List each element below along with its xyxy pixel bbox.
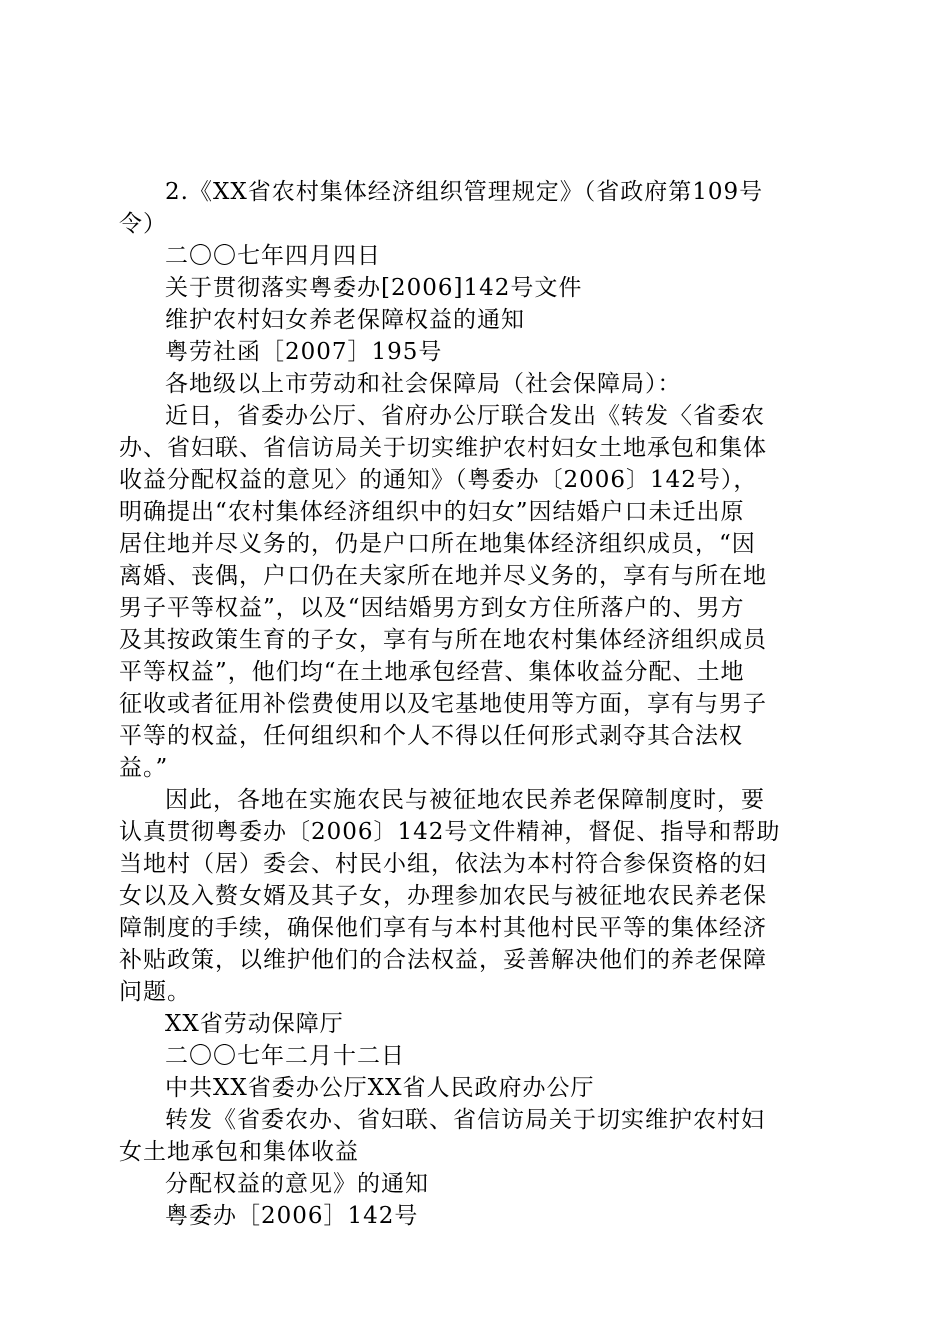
text-line: 认真贯彻粤委办〔2006〕142号文件精神，督促、指导和帮助	[119, 819, 781, 845]
text-line: 及其按政策生育的子女，享有与所在地农村集体经济组织成员	[119, 627, 767, 653]
text-line: 补贴政策，以维护他们的合法权益，妥善解决他们的养老保障	[119, 947, 767, 973]
text-line: 转发《省委农办、省妇联、省信访局关于切实维护农村妇	[165, 1107, 765, 1133]
body-paragraph-1	[119, 400, 835, 784]
forwarding-title	[119, 1104, 835, 1168]
text-line: 女土地承包和集体收益	[119, 1139, 359, 1165]
text-line: 平等权益”，他们均“在土地承包经营、集体收益分配、土地	[119, 659, 745, 685]
notice-title-line-1: 关于贯彻落实粤委办[2006]142号文件	[165, 275, 583, 301]
text-line: 居住地并尽义务的，仍是户口所在地集体经济组织成员，“因	[119, 531, 756, 557]
text-line: 离婚、丧偶，户口仍在夫家所在地并尽义务的，享有与所在地	[119, 563, 767, 589]
notice-title-line-2: 维护农村妇女养老保障权益的通知	[165, 307, 525, 333]
date-line: 二〇〇七年四月四日	[165, 243, 381, 269]
text-line: 近日，省委办公厅、省府办公厅联合发出《转发〈省委农	[165, 403, 765, 429]
text-line: 因此，各地在实施农民与被征地农民养老保障制度时，要	[165, 787, 765, 813]
text-line: 办、省妇联、省信访局关于切实维护农村妇女土地承包和集体	[119, 435, 767, 461]
document-body	[119, 176, 835, 1232]
text-line: 2.《XX省农村集体经济组织管理规定》（省政府第109号	[165, 179, 764, 205]
text-line: 益。”	[119, 755, 169, 781]
issue-date: 二〇〇七年二月十二日	[165, 1043, 405, 1069]
regulation-reference	[119, 176, 835, 240]
forwarding-document-number: 粤委办［2006］142号	[165, 1203, 419, 1229]
text-line: 男子平等权益”，以及“因结婚男方到女方住所落户的、男方	[119, 595, 745, 621]
text-line: 障制度的手续，确保他们享有与本村其他村民平等的集体经济	[119, 915, 767, 941]
forwarding-title-continued: 分配权益的意见》的通知	[165, 1171, 429, 1197]
issuer: XX省劳动保障厅	[165, 1011, 344, 1037]
text-line: 明确提出“农村集体经济组织中的妇女”因结婚户口未迁出原	[119, 499, 745, 525]
issuing-offices: 中共XX省委办公厅XX省人民政府办公厅	[165, 1075, 595, 1101]
text-line: 当地村（居）委会、村民小组，依法为本村符合参保资格的妇	[119, 851, 767, 877]
text-line: 平等的权益，任何组织和个人不得以任何形式剥夺其合法权	[119, 723, 743, 749]
text-line: 问题。	[119, 979, 191, 1005]
text-line: 女以及入赘女婿及其子女，办理参加农民与被征地农民养老保	[119, 883, 767, 909]
text-line: 收益分配权益的意见〉的通知》（粤委办〔2006〕142号），	[119, 467, 758, 493]
addressee: 各地级以上市劳动和社会保障局（社会保障局）：	[165, 371, 682, 397]
text-line: 令）	[119, 211, 167, 237]
text-line: 征收或者征用补偿费使用以及宅基地使用等方面，享有与男子	[119, 691, 767, 717]
document-number: 粤劳社函［2007］195号	[165, 339, 443, 365]
body-paragraph-2	[119, 784, 835, 1008]
